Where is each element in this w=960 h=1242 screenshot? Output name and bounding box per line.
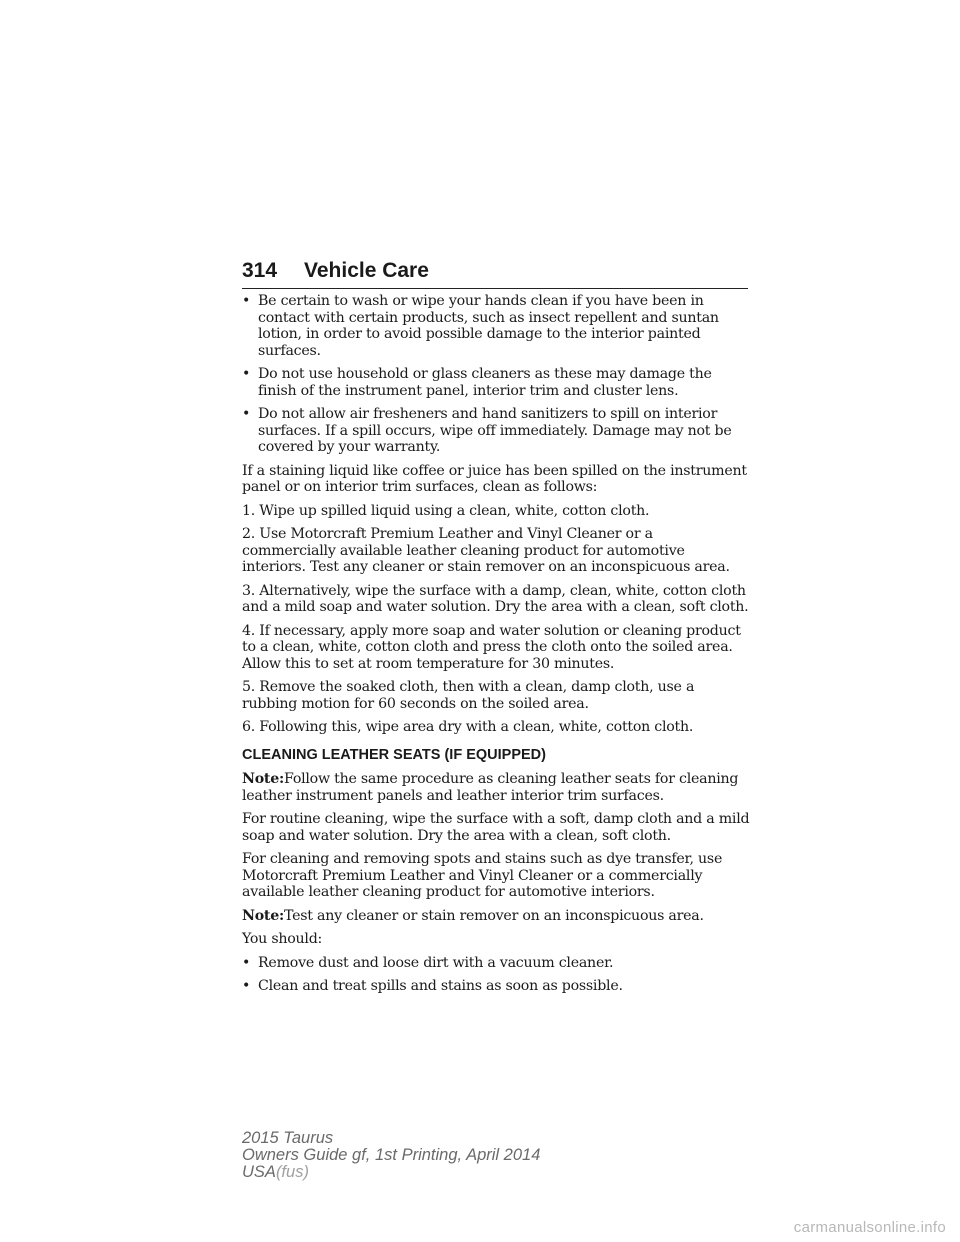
list-item	[242, 293, 750, 359]
bullet-text: Be certain to wash or wipe your hands clean if you have been in contact with certain products, such as insect repellent and suntan lotion, in order to avoid possible damage to the interior painted surfaces.	[258, 293, 719, 359]
you-should-paragraph: You should:	[242, 931, 323, 947]
list-item	[242, 955, 750, 972]
note-label: Note:	[242, 771, 284, 787]
spots-paragraph: For cleaning and removing spots and stains such as dye transfer, use Motorcraft Premium Leather and Vinyl Cleaner or a commercially available leather cleaning product for automotive interiors.	[242, 851, 723, 900]
list-item	[242, 978, 750, 995]
routine-cleaning-paragraph: For routine cleaning, wipe the surface with a soft, damp cloth and a mild soap and water solution. Dry the area with a clean, soft cloth.	[242, 811, 750, 844]
section-heading: CLEANING LEATHER SEATS (IF EQUIPPED)	[242, 746, 546, 763]
bullet-text: Do not use household or glass cleaners as these may damage the finish of the instrument panel, interior trim and cluster lens.	[258, 366, 712, 399]
footer-region	[242, 1164, 540, 1181]
footer-edition: Owners Guide gf, 1st Printing, April 2014	[242, 1146, 541, 1164]
footer-region-main: USA	[242, 1163, 276, 1181]
step-6: 6. Following this, wipe area dry with a clean, white, cotton cloth.	[242, 719, 694, 735]
section-title: Vehicle Care	[304, 259, 429, 282]
bullet-icon: •	[242, 954, 251, 971]
footer-region-code: (fus)	[275, 1163, 309, 1181]
note-paragraph	[242, 908, 750, 925]
list-item	[242, 366, 750, 399]
step-1: 1. Wipe up spilled liquid using a clean, white, cotton cloth.	[242, 502, 650, 519]
bullet-icon: •	[242, 293, 251, 309]
note-label: Note:	[242, 907, 284, 924]
intro-paragraph: If a staining liquid like coffee or juice has been spilled on the instrument panel or on interior trim surfaces, clean as follows:	[242, 462, 747, 495]
step-2: 2. Use Motorcraft Premium Leather and Vinyl Cleaner or a commercially available leather cleaning product for automotive interiors. Test any cleaner or stain remover on an inconspicuous area.	[242, 526, 730, 575]
page-number: 314	[242, 259, 278, 282]
bullet-text: Do not allow air fresheners and hand sanitizers to spill on interior surfaces. If a spill occurs, wipe off immediately. Damage may not be covered by your warranty.	[258, 406, 732, 455]
page-header	[242, 258, 748, 289]
step-4: 4. If necessary, apply more soap and water solution or cleaning product to a clean, white, cotton cloth and press the cloth onto the soiled area. Allow this to set at room temperature for 30 minutes.	[242, 622, 741, 672]
footer-model: 2015 Taurus	[242, 1129, 334, 1147]
note-text: Follow the same procedure as cleaning leather seats for cleaning leather instrument panels and leather interior trim surfaces.	[242, 771, 739, 804]
bullet-text: Remove dust and loose dirt with a vacuum cleaner.	[258, 954, 614, 971]
list-item	[242, 406, 750, 456]
bullet-icon: •	[242, 406, 251, 422]
bullet-text: Clean and treat spills and stains as soon as possible.	[258, 978, 623, 994]
page-footer	[242, 1130, 540, 1181]
step-5: 5. Remove the soaked cloth, then with a clean, damp cloth, use a rubbing motion for 60 seconds on the soiled area.	[242, 679, 695, 712]
page-content	[242, 293, 750, 1002]
bullet-icon: •	[242, 366, 251, 382]
step-3: 3. Alternatively, wipe the surface with a damp, clean, white, cotton cloth and a mild soap and water solution. Dry the area with a clean, soft cloth.	[242, 582, 749, 615]
note-paragraph	[242, 771, 750, 804]
watermark: carmanualsonline.info	[793, 1219, 946, 1236]
bullet-icon: •	[242, 978, 251, 994]
note-text: Test any cleaner or stain remover on an inconspicuous area.	[284, 907, 704, 924]
